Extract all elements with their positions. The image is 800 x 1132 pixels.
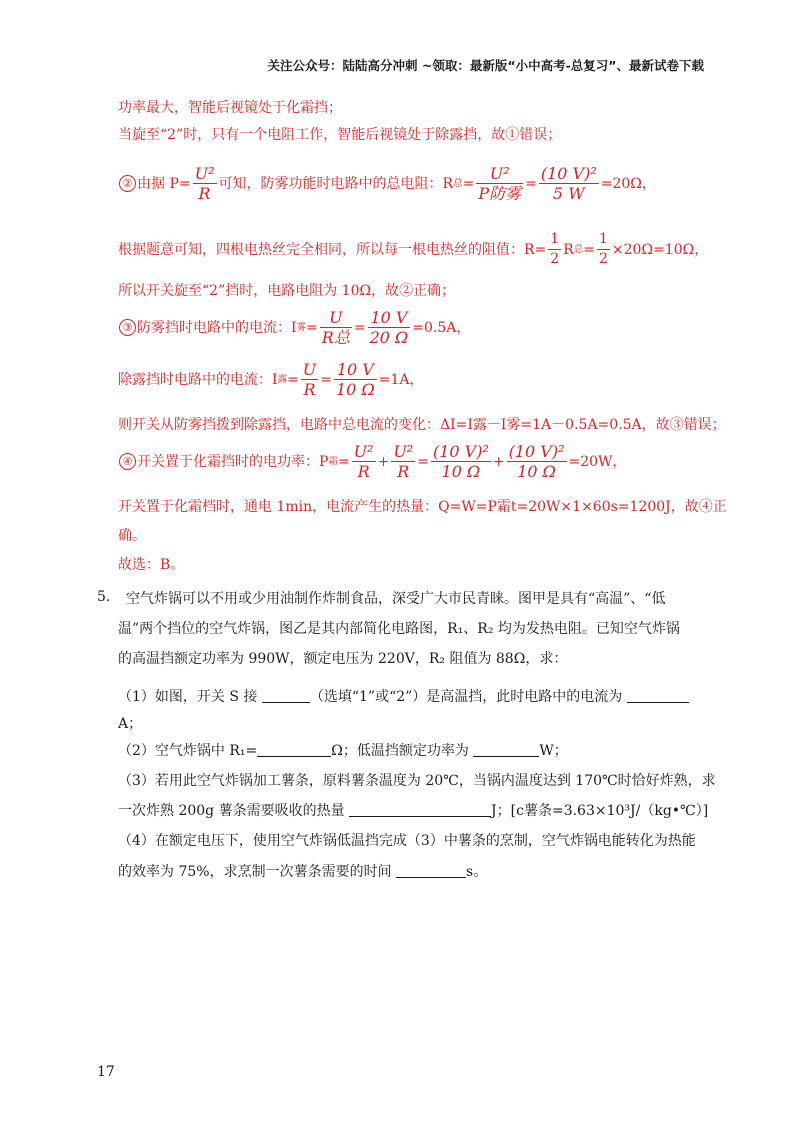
- subscript: 雾: [296, 321, 307, 333]
- sub-question-4-line-1: （4）在额定电压下，使用空气炸锅低温挡完成（3）中薯条的烹制，空气炸锅电能转化为热能: [118, 833, 696, 849]
- solution-line-8: 则开关从防雾挡拨到除露挡，电路中总电流的变化：ΔI=I露－I雾=1A－0.5A=0.5A，故③错误；: [118, 417, 726, 433]
- text: （选填“1”或“2”）是高温挡，此时电路中的电流为: [309, 689, 627, 705]
- sub-question-4-line-2: [118, 862, 487, 882]
- circled-number: ④: [119, 453, 136, 470]
- solution-line-1: 功率最大，智能后视镜处于化霜挡；: [118, 100, 342, 116]
- fraction: $\frac{U}{R}$: [302, 360, 317, 399]
- solution-line-11: 确。: [118, 528, 146, 544]
- solution-line-2: 当旋至“2”时，只有一个电阻工作，智能后视镜处于除露挡，故①错误；: [118, 127, 562, 143]
- text: W；: [539, 743, 568, 759]
- text: =: [287, 371, 299, 388]
- text: R: [563, 241, 574, 258]
- text: =: [462, 175, 475, 192]
- solution-line-5: 所以开关旋至“2”挡时，电路电阻为 10Ω，故②正确；: [118, 283, 456, 299]
- fraction: $\frac{\text{(10 V)²}}{10 \Omega}$: [508, 442, 565, 481]
- fraction: $\frac{\text{U²}}{R}$: [353, 442, 374, 481]
- fraction: $\frac{U}{\text{R总}}$: [321, 308, 350, 347]
- text: Ω；低温挡额定功率为: [331, 743, 474, 759]
- text: =: [417, 453, 429, 470]
- answer-blank[interactable]: [349, 802, 491, 817]
- text: =: [353, 319, 366, 336]
- fraction: $\frac{\text{U²}}{\text{P防雾}}$: [478, 164, 522, 203]
- text: 除露挡时电路中的电流：I: [118, 371, 278, 388]
- text: 由据 P=: [137, 175, 191, 192]
- answer-blank[interactable]: [257, 742, 331, 757]
- solution-line-7: [118, 360, 423, 399]
- text: =20Ω，: [600, 175, 656, 192]
- subscript: 露: [277, 373, 288, 385]
- sub-question-1: [118, 687, 689, 707]
- text: =: [583, 241, 595, 258]
- text: =1A，: [378, 371, 424, 388]
- question-text-line-3: 的高温挡额定功率为 990W，额定电压为 220V，R₂ 阻值为 88Ω，求：: [118, 651, 568, 667]
- text: =: [525, 175, 537, 192]
- subscript: 总: [573, 243, 584, 255]
- text: 防雾挡时电路中的电流：I: [137, 319, 297, 336]
- solution-line-3: [118, 164, 656, 203]
- subscript: 霜: [328, 455, 338, 467]
- fraction: $\frac{\text{(10 V)²}}{5 W}$: [540, 164, 597, 203]
- question-text-line-1: 空气炸锅可以不用或少用油制作炸制食品，深受广大市民青睐。图甲是具有“高温”、“低: [126, 591, 666, 607]
- sub-question-3-line-1: （3）若用此空气炸锅加工薯条，原料薯条温度为 20℃，当锅内温度达到 170℃时恰好炸熟，求: [118, 773, 716, 789]
- solution-line-9: [118, 442, 626, 481]
- text: =0.5A，: [412, 319, 471, 336]
- text: =: [306, 319, 318, 336]
- page-number: 17: [97, 1064, 115, 1080]
- fraction: $\frac{1}{2}$: [550, 231, 560, 267]
- solution-answer: 故选：B。: [118, 557, 185, 573]
- sub-question-3-line-2: [118, 801, 708, 821]
- text: s。: [466, 864, 488, 880]
- answer-blank[interactable]: [396, 863, 466, 878]
- question-text-line-2: 温”两个挡位的空气炸锅，图乙是其内部简化电路图，R₁、R₂ 均为发热电阻。已知空气炸锅: [118, 621, 680, 637]
- text: =: [337, 453, 350, 470]
- question-number: 5.: [97, 589, 111, 605]
- subscript: 总: [453, 177, 463, 189]
- circled-number: ②: [119, 175, 136, 192]
- text: +: [377, 453, 390, 470]
- answer-blank[interactable]: [627, 688, 689, 703]
- text: 开关置于化霜挡时的电功率：P: [137, 453, 329, 470]
- text: 根据题意可知，四根电热丝完全相同，所以每一根电热丝的阻值：R=: [118, 241, 547, 258]
- text: =: [320, 371, 332, 388]
- sub-question-2: [118, 741, 568, 761]
- text: （1）如图，开关 S 接: [118, 689, 262, 705]
- solution-line-4: [118, 230, 708, 269]
- answer-blank[interactable]: [262, 688, 310, 703]
- fraction: $\frac{\text{U²}}{R}$: [393, 442, 414, 481]
- page-header: 关注公众号：陆陆高分冲刺 ~领取：最新版“小中高考-总复习”、最新试卷下载: [267, 58, 704, 73]
- sub-question-1-unit: A；: [118, 716, 143, 732]
- fraction: $\frac{10 V}{10 \Omega}$: [336, 360, 375, 399]
- text: J；[c薯条=3.63×10³J/（kg•℃）]: [491, 803, 709, 819]
- text: 一次炸熟 200g 薯条需要吸收的热量: [118, 803, 350, 819]
- fraction: $\frac{\text{(10 V)²}}{10 \Omega}$: [432, 442, 489, 481]
- answer-blank[interactable]: [473, 742, 539, 757]
- text: （2）空气炸锅中 R₁=: [118, 743, 258, 759]
- text: 可知，防雾功能时电路中的总电阻：R: [218, 175, 454, 192]
- text: =20W，: [568, 453, 627, 470]
- text: +: [492, 453, 505, 470]
- fraction: $\frac{\text{U²}}{R}$: [194, 164, 215, 203]
- text: 的效率为 75%，求烹制一次薯条需要的时间: [118, 864, 397, 880]
- circled-number: ③: [119, 319, 136, 336]
- solution-line-6: [118, 308, 470, 347]
- solution-line-10: 开关置于化霜档时，通电 1min，电流产生的热量：Q=W=P霜t=20W×1×60s=1200J，故④正: [118, 499, 727, 515]
- fraction: $\frac{10 V}{20 \Omega}$: [369, 308, 409, 347]
- fraction: $\frac{1}{2}$: [599, 231, 608, 267]
- text: ×20Ω=10Ω，: [611, 241, 709, 258]
